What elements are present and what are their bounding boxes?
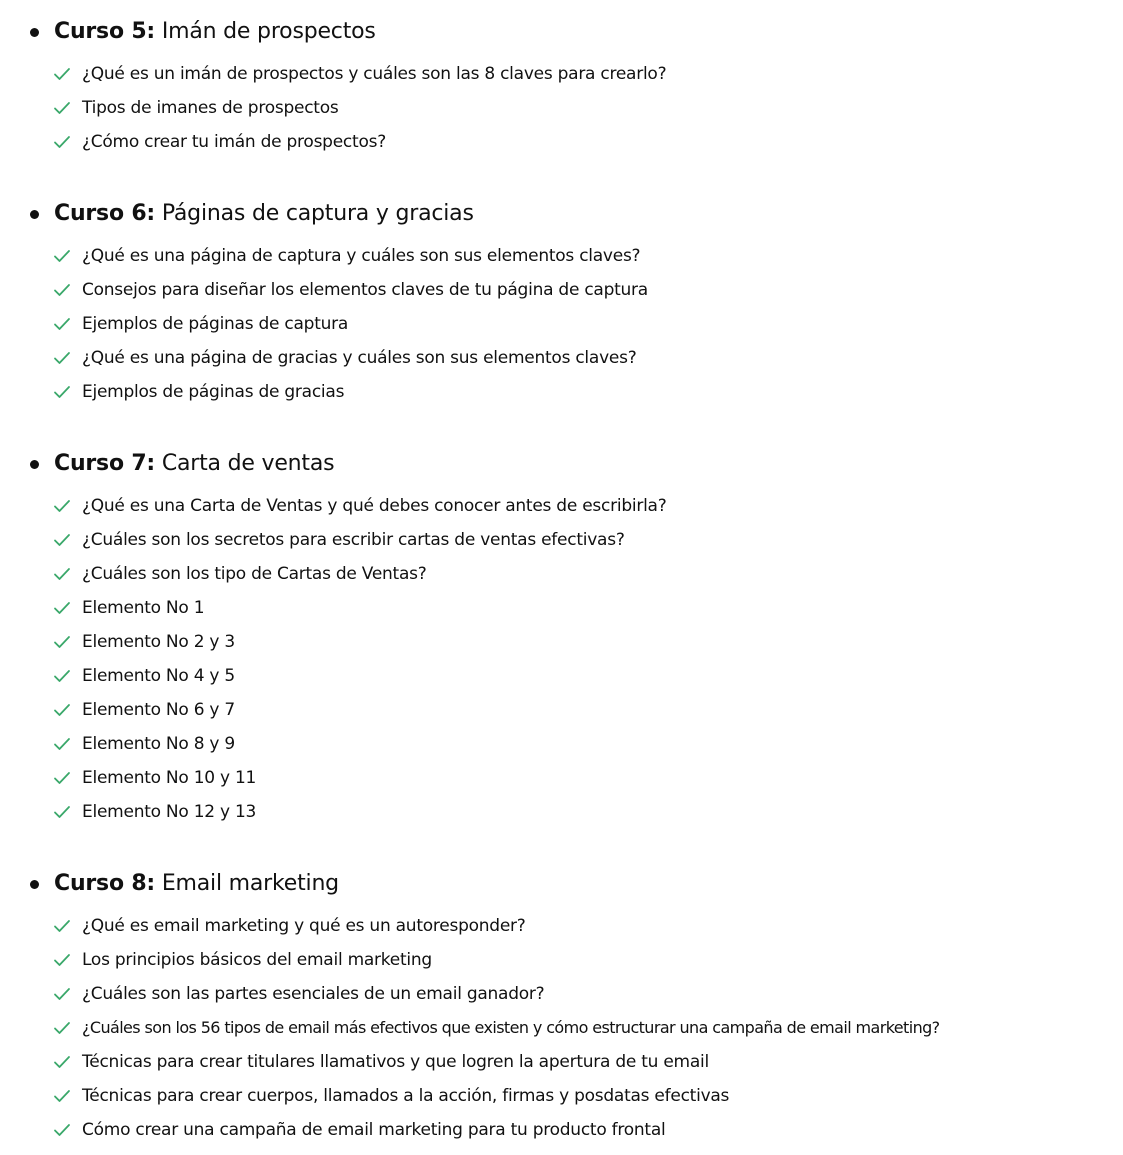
course-name: Email marketing (155, 871, 339, 896)
course-label: Curso 5: (54, 19, 156, 44)
check-icon (53, 770, 71, 786)
check-icon (53, 986, 71, 1002)
list-item (0, 625, 1123, 659)
check-icon (53, 66, 71, 82)
check-icon (53, 498, 71, 514)
check-icon (53, 350, 71, 366)
list-item (0, 557, 1123, 591)
check-icon (53, 952, 71, 968)
lesson-text: Elemento No 8 y 9 (82, 734, 235, 754)
course-heading (0, 15, 1123, 49)
list-item (0, 125, 1123, 159)
lesson-text: ¿Qué es una Carta de Ventas y qué debes conocer antes de escribirla? (82, 496, 667, 516)
list-item (0, 341, 1123, 375)
check-icon (53, 100, 71, 116)
lesson-text: Elemento No 1 (82, 598, 205, 618)
lesson-text: ¿Cuáles son los 56 tipos de email más efectivos que existen y cómo estructurar una campaña de email marketing? (82, 1018, 940, 1037)
check-icon (53, 918, 71, 934)
list-item (0, 977, 1123, 1011)
lesson-text: ¿Cuáles son los tipo de Cartas de Ventas? (82, 564, 427, 584)
lesson-text: ¿Cómo crear tu imán de prospectos? (82, 132, 386, 152)
course-heading (0, 867, 1123, 901)
list-item (0, 1079, 1123, 1113)
lesson-text: Elemento No 2 y 3 (82, 632, 235, 652)
lesson-text: ¿Qué es email marketing y qué es un autoresponder? (82, 916, 526, 936)
check-icon (53, 316, 71, 332)
lesson-list (0, 239, 1123, 409)
lesson-text: Técnicas para crear titulares llamativos y que logren la apertura de tu email (82, 1052, 709, 1072)
list-item (0, 1045, 1123, 1079)
course-section-7 (0, 447, 1123, 829)
check-icon (53, 134, 71, 150)
list-item (0, 693, 1123, 727)
list-item (0, 91, 1123, 125)
list-item (0, 761, 1123, 795)
check-icon (53, 736, 71, 752)
lesson-text: ¿Qué es un imán de prospectos y cuáles son las 8 claves para crearlo? (82, 64, 667, 84)
check-icon (53, 702, 71, 718)
list-item (0, 523, 1123, 557)
bullet-dot-icon (30, 210, 39, 219)
check-icon (53, 1054, 71, 1070)
check-icon (53, 566, 71, 582)
bullet-dot-icon (30, 460, 39, 469)
list-item (0, 591, 1123, 625)
lesson-list (0, 909, 1123, 1147)
lesson-text: Consejos para diseñar los elementos claves de tu página de captura (82, 280, 648, 300)
check-icon (53, 532, 71, 548)
course-section-8 (0, 867, 1123, 1147)
lesson-text: Técnicas para crear cuerpos, llamados a la acción, firmas y posdatas efectivas (82, 1086, 730, 1106)
lesson-text: Los principios básicos del email marketing (82, 950, 432, 970)
course-name: Páginas de captura y gracias (155, 201, 474, 226)
course-heading (0, 197, 1123, 231)
check-icon (53, 668, 71, 684)
lesson-text: ¿Qué es una página de captura y cuáles son sus elementos claves? (82, 246, 641, 266)
lesson-text: Elemento No 10 y 11 (82, 768, 257, 788)
list-item (0, 57, 1123, 91)
course-label: Curso 7: (54, 451, 156, 476)
list-item (0, 273, 1123, 307)
lesson-text: Ejemplos de páginas de gracias (82, 382, 345, 402)
lesson-text: Elemento No 6 y 7 (82, 700, 235, 720)
list-item (0, 1011, 1123, 1045)
lesson-list (0, 489, 1123, 829)
lesson-text: ¿Cuáles son las partes esenciales de un email ganador? (82, 984, 545, 1004)
lesson-list (0, 57, 1123, 159)
list-item (0, 659, 1123, 693)
list-item (0, 489, 1123, 523)
check-icon (53, 1122, 71, 1138)
list-item (0, 239, 1123, 273)
course-heading (0, 447, 1123, 481)
check-icon (53, 1088, 71, 1104)
list-item (0, 795, 1123, 829)
course-section-6 (0, 197, 1123, 409)
list-item (0, 1113, 1123, 1147)
bullet-dot-icon (30, 880, 39, 889)
list-item (0, 943, 1123, 977)
lesson-text: Elemento No 4 y 5 (82, 666, 235, 686)
course-section-5 (0, 15, 1123, 159)
lesson-text: ¿Qué es una página de gracias y cuáles son sus elementos claves? (82, 348, 637, 368)
check-icon (53, 804, 71, 820)
course-label: Curso 6: (54, 201, 156, 226)
course-name: Carta de ventas (155, 451, 335, 476)
list-item (0, 375, 1123, 409)
check-icon (53, 282, 71, 298)
check-icon (53, 1020, 71, 1036)
list-item (0, 909, 1123, 943)
lesson-text: ¿Cuáles son los secretos para escribir cartas de ventas efectivas? (82, 530, 625, 550)
check-icon (53, 384, 71, 400)
lesson-text: Tipos de imanes de prospectos (82, 98, 339, 118)
lesson-text: Ejemplos de páginas de captura (82, 314, 349, 334)
lesson-text: Cómo crear una campaña de email marketing para tu producto frontal (82, 1120, 666, 1140)
check-icon (53, 634, 71, 650)
list-item (0, 307, 1123, 341)
lesson-text: Elemento No 12 y 13 (82, 802, 257, 822)
bullet-dot-icon (30, 28, 39, 37)
check-icon (53, 248, 71, 264)
list-item (0, 727, 1123, 761)
check-icon (53, 600, 71, 616)
course-label: Curso 8: (54, 871, 156, 896)
course-name: Imán de prospectos (155, 19, 376, 44)
